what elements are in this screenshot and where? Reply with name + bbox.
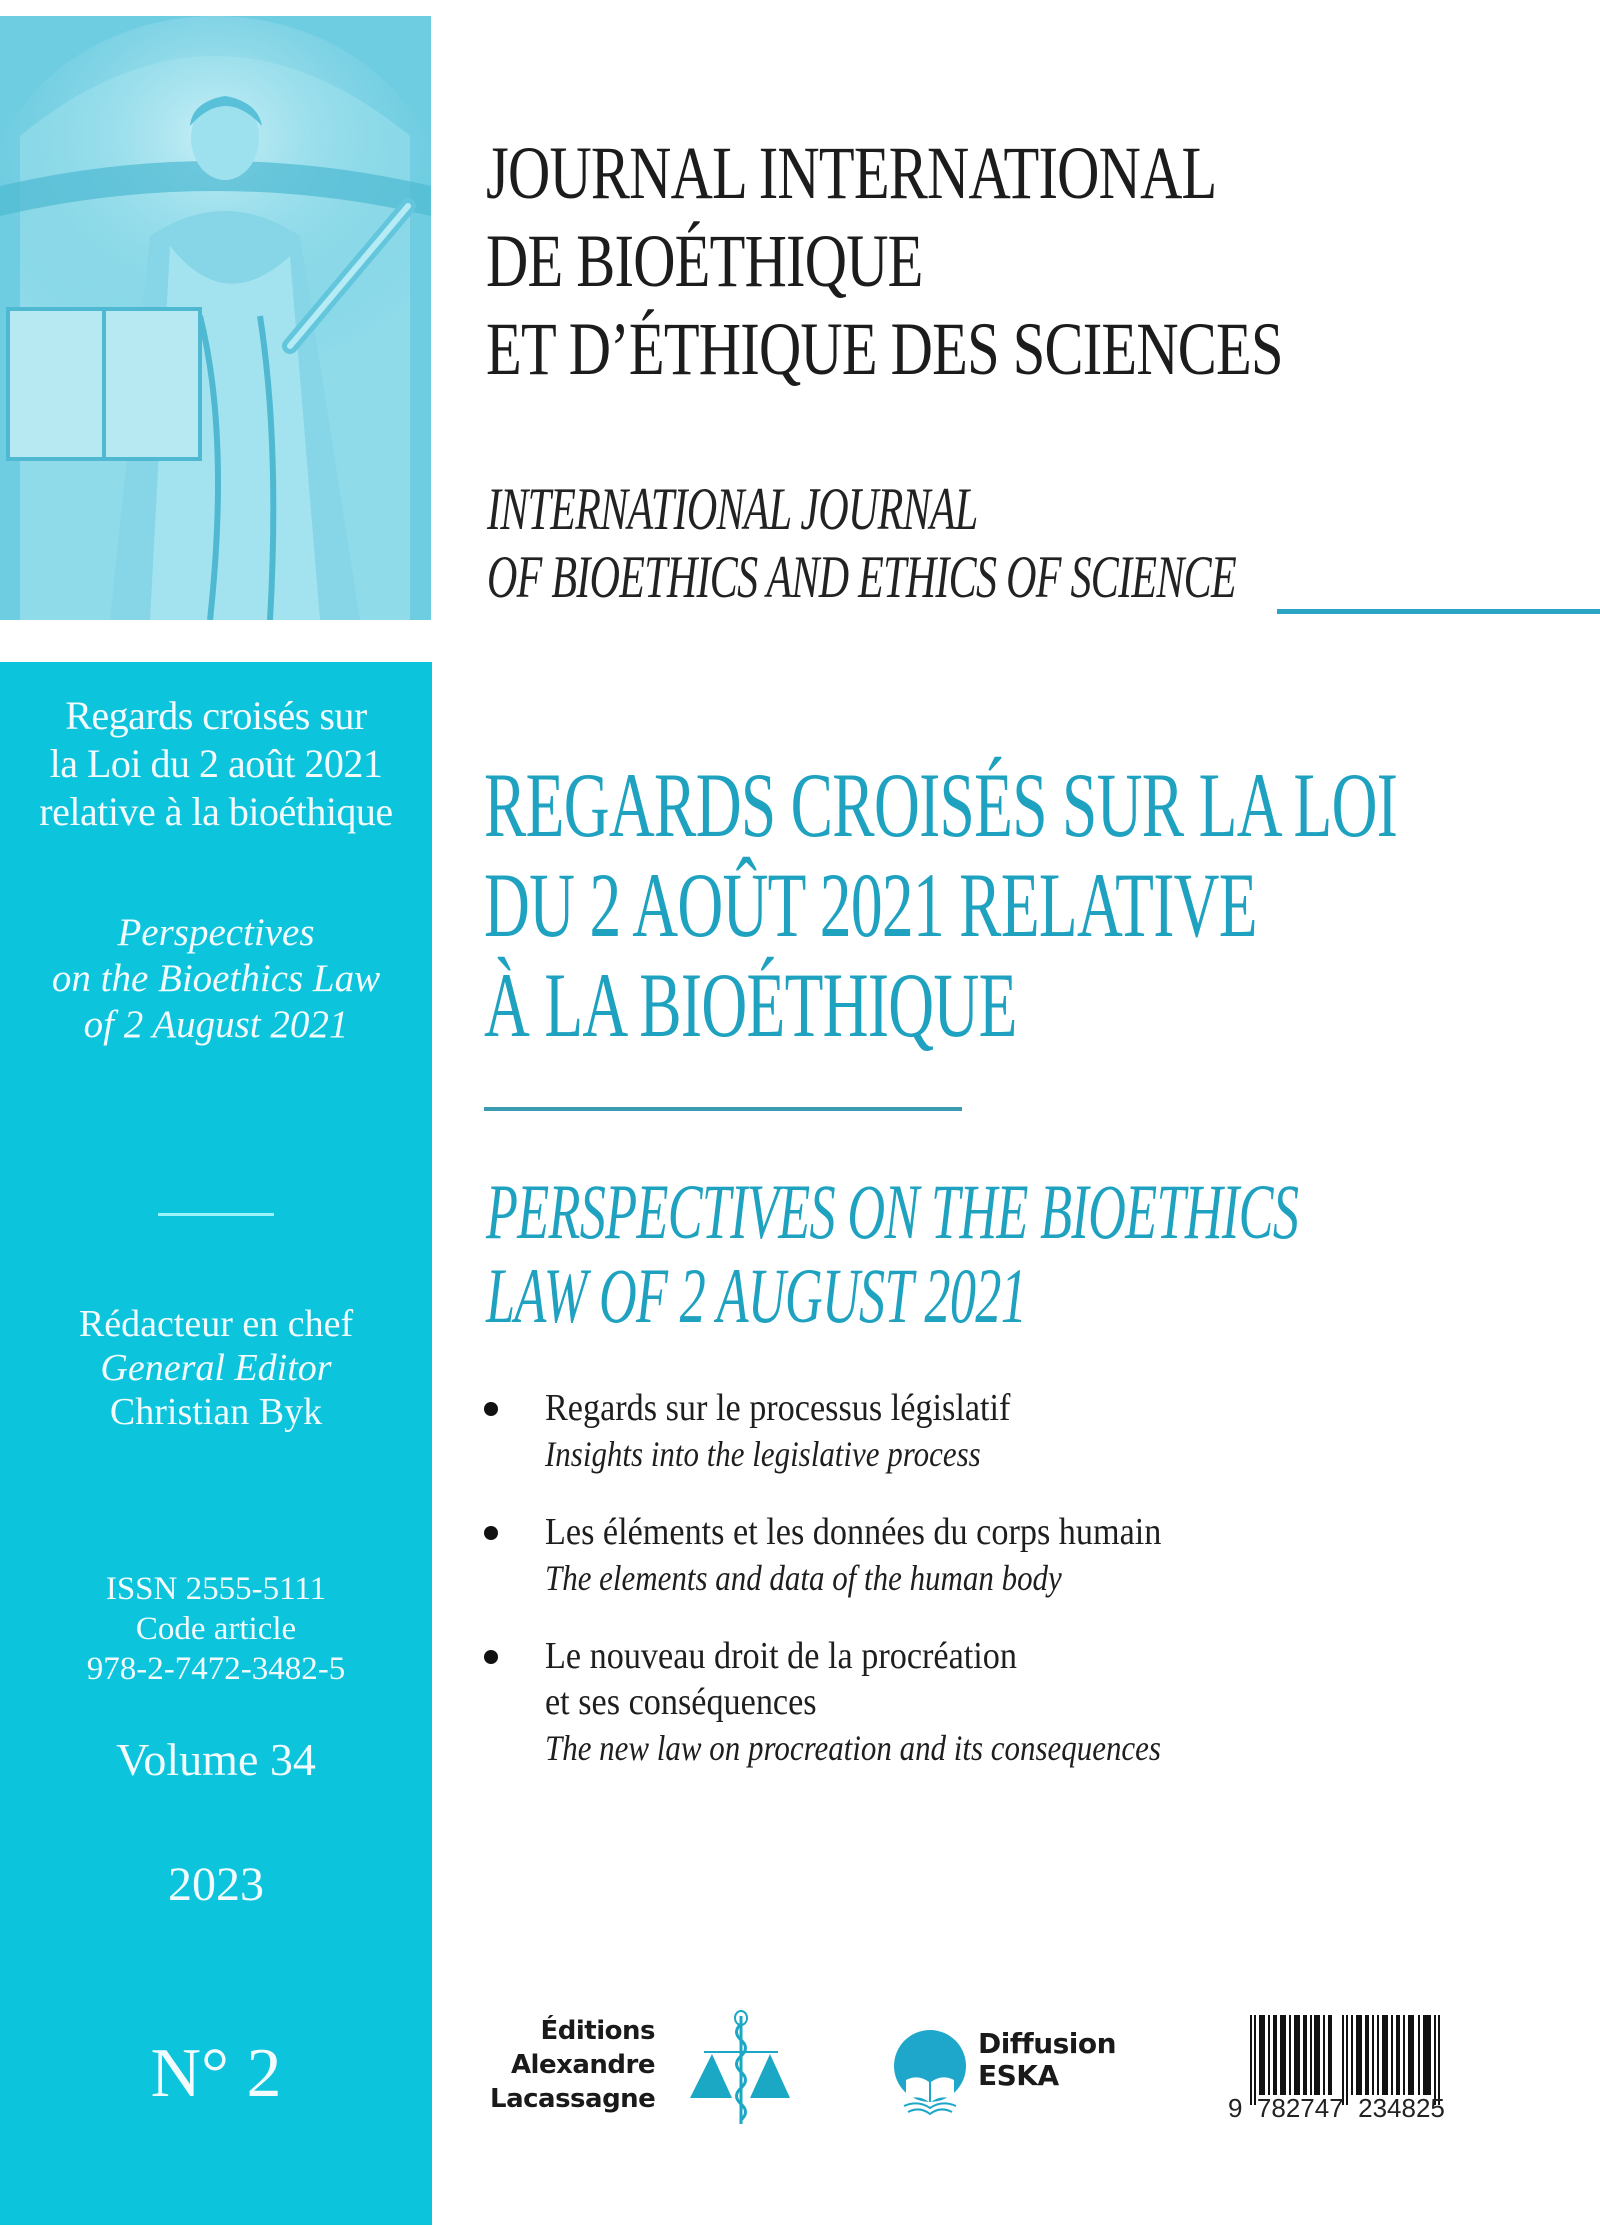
cover-statue-image (0, 16, 431, 620)
title-rule (1277, 609, 1600, 614)
publisher-logo (490, 2010, 790, 2130)
sidebar-title-en-line: of 2 August 2021 (83, 1003, 349, 1046)
publisher-name-line: Lacassagne (490, 2084, 656, 2114)
distributor-name-line: Diffusion (978, 2027, 1117, 2060)
issue-title-divider (484, 1107, 962, 1111)
topics-list (484, 1385, 1484, 1803)
sidebar-title-fr-line: Regards croisés sur (65, 693, 367, 738)
publisher-name-line: Alexandre (510, 2050, 655, 2080)
topic-fr: Regards sur le processus législatif (545, 1387, 1011, 1429)
bullet-icon (484, 1526, 498, 1540)
topic-en: Insights into the legislative process (545, 1434, 981, 1474)
editor-label-en: General Editor (100, 1347, 332, 1389)
distributor-name (978, 2028, 1116, 2092)
volume-number: Volume 34 (116, 1734, 316, 1785)
journal-title-line: ET D’ÉTHIQUE DES SCIENCES (486, 308, 1283, 391)
journal-title-fr (486, 130, 1283, 394)
journal-title-line: JOURNAL INTERNATIONAL (486, 132, 1217, 215)
barcode-bars-icon (1248, 2015, 1448, 2105)
distributor-logo (892, 2022, 1132, 2122)
issue-title-fr (484, 755, 1397, 1055)
bullet-icon (484, 1650, 498, 1664)
topic-fr: Les éléments et les données du corps humain (545, 1511, 1162, 1553)
sidebar-divider (158, 1213, 274, 1216)
code-article-value: 978-2-7472-3482-5 (86, 1651, 346, 1687)
distributor-name-line: ESKA (978, 2059, 1059, 2092)
topic-fr: et ses conséquences (545, 1681, 817, 1723)
issue-title-en (486, 1170, 1298, 1338)
issue-number: N° 2 (150, 2035, 282, 2112)
issue-title-en-line: PERSPECTIVES ON THE BIOETHICS (486, 1168, 1299, 1255)
barcode (1228, 2015, 1458, 2125)
statue-illustration (0, 16, 431, 620)
journal-title-line: DE BIOÉTHIQUE (486, 220, 923, 303)
topic-fr: Le nouveau droit de la procréation (545, 1635, 1017, 1677)
journal-title-en-line: OF BIOETHICS AND ETHICS OF SCIENCE (487, 544, 1236, 610)
editor-label-fr: Rédacteur en chef (78, 1303, 354, 1345)
topic-item (484, 1633, 1484, 1771)
open-book-globe-icon (892, 2028, 968, 2116)
sidebar-issue-title-en (0, 910, 432, 1048)
sidebar-editor-block (0, 1302, 432, 1434)
publisher-name-line: Éditions (540, 2016, 655, 2046)
issue-title-line: DU 2 AOÛT 2021 RELATIVE (484, 854, 1257, 956)
scales-caduceus-icon (686, 2010, 796, 2128)
barcode-digits: 9 782747 234825 (1228, 2093, 1445, 2123)
sidebar-panel (0, 662, 432, 2225)
topic-en: The elements and data of the human body (545, 1558, 1062, 1598)
sidebar-issue-title-fr (0, 692, 432, 836)
topic-item (484, 1509, 1484, 1601)
issue-title-en-line: LAW OF 2 AUGUST 2021 (486, 1252, 1027, 1339)
issn: ISSN 2555-5111 (105, 1571, 327, 1607)
journal-title-en-line: INTERNATIONAL JOURNAL (487, 476, 978, 542)
topic-item (484, 1385, 1484, 1477)
publication-year: 2023 (168, 1858, 264, 1911)
bullet-icon (484, 1402, 498, 1416)
editor-name: Christian Byk (109, 1391, 323, 1433)
sidebar-title-fr-line: relative à la bioéthique (39, 789, 393, 834)
topic-en: The new law on procreation and its consequences (545, 1728, 1161, 1768)
code-article-label: Code article (135, 1611, 297, 1647)
sidebar-identifiers (0, 1569, 432, 1689)
issue-title-line: REGARDS CROISÉS SUR LA LOI (484, 754, 1398, 856)
journal-title-en (487, 475, 1236, 611)
issue-title-line: À LA BIOÉTHIQUE (484, 954, 1017, 1056)
sidebar-title-en-line: Perspectives (117, 911, 315, 954)
sidebar-title-fr-line: la Loi du 2 août 2021 (49, 741, 383, 786)
publisher-name (490, 2014, 655, 2116)
sidebar-title-en-line: on the Bioethics Law (51, 957, 381, 1000)
